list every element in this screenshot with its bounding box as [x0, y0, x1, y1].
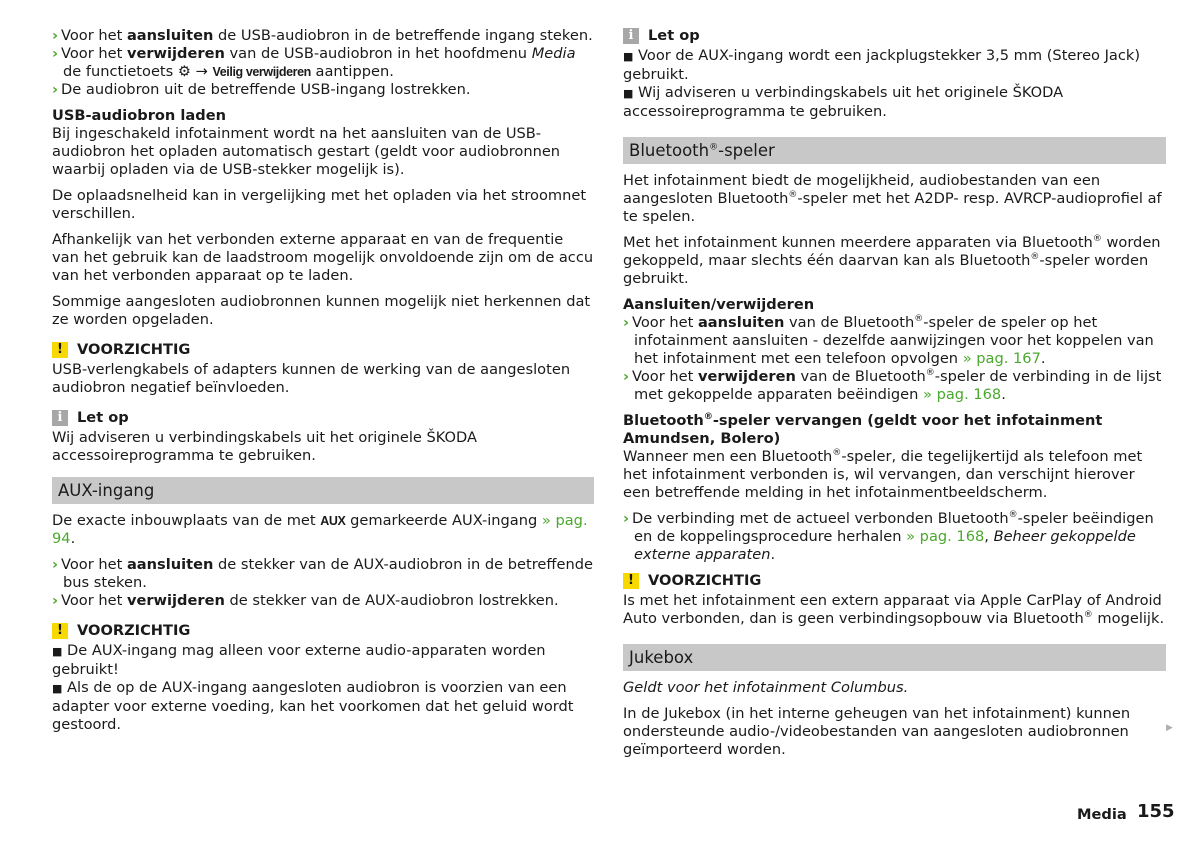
list-item: › Voor het aansluiten de USB-audiobron in de betreffende ingang steken. — [52, 27, 593, 44]
subheading: Bluetooth®-speler vervangen (geldt voor het infotainment Amundsen, Bolero) — [623, 412, 1103, 447]
list-item: › Voor het verwijderen de stekker van de AUX-audiobron lostrekken. — [52, 592, 559, 609]
caution-header: ! VOORZICHTIG — [52, 622, 594, 640]
gear-icon: ⚙ — [177, 63, 191, 80]
arrow-bullet-icon: › — [52, 592, 59, 609]
arrow-bullet-icon: › — [623, 314, 630, 331]
square-bullet-icon: ■ — [623, 50, 634, 63]
arrow-bullet-icon: › — [52, 45, 59, 62]
arrow-bullet-icon: › — [52, 81, 59, 98]
section-heading: AUX-ingang — [52, 477, 594, 504]
paragraph: De oplaadsnelheid kan in vergelijking met het opladen via het stroomnet verschillen. — [52, 187, 587, 222]
warning-icon: ! — [623, 573, 639, 589]
caution-text: ■ Als de op de AUX-ingang aangesloten audiobron is voorzien van een adapter voor externe voeding, kan het voorkomen dat het geluid wordt gestoord. — [52, 679, 574, 733]
caution-text: USB-verlengkabels of adapters kunnen de werking van de aangesloten audiobron negatief beïnvloeden. — [52, 361, 571, 396]
warning-icon: ! — [52, 342, 68, 358]
list-item: › Voor het aansluiten de stekker van de AUX-audiobron in de betreffende bus steken. — [52, 556, 593, 591]
caution-text: Is met het infotainment een extern apparaat via Apple CarPlay of Android Auto verbonden, dan is geen verbindingsopbouw via Bluetooth® mogelijk. — [623, 592, 1165, 627]
info-icon: i — [623, 28, 639, 44]
subheading: Aansluiten/verwijderen — [623, 296, 815, 313]
list-item: › De audiobron uit de betreffende USB-ingang lostrekken. — [52, 81, 471, 98]
note-text: Wij adviseren u verbindingskabels uit het originele ŠKODA accessoireprogramma te gebruiken. — [52, 429, 478, 464]
page-link[interactable]: » pag. 168 — [906, 528, 985, 545]
page-link[interactable]: » pag. 94 — [52, 512, 588, 547]
paragraph: Met het infotainment kunnen meerdere apparaten via Bluetooth® worden gekoppeld, maar slechts één daarvan kan als Bluetooth®-speler worden gebruikt. — [623, 234, 1161, 287]
page-link[interactable]: » pag. 167 — [962, 350, 1041, 367]
square-bullet-icon: ■ — [52, 682, 63, 695]
info-icon: i — [52, 410, 68, 426]
paragraph: De exacte inbouwplaats van de met AUX gemarkeerde AUX-ingang » pag. 94. — [52, 512, 588, 547]
caution-header: ! VOORZICHTIG — [52, 341, 594, 359]
arrow-bullet-icon: › — [52, 556, 59, 573]
right-column — [623, 27, 1166, 759]
note-header: i Let op — [623, 27, 1166, 45]
section-heading: Bluetooth®-speler — [623, 137, 1166, 164]
caution-text: ■ De AUX-ingang mag alleen voor externe audio-apparaten worden gebruikt! — [52, 642, 546, 678]
square-bullet-icon: ■ — [623, 87, 634, 100]
paragraph: In de Jukebox (in het interne geheugen van het infotainment) kunnen ondersteunde audio-/videobestanden van aangesloten audiobronnen geïmporteerd worden. — [623, 705, 1131, 758]
continue-icon: ▶ — [1166, 723, 1173, 733]
list-item: › Voor het verwijderen van de USB-audiobron in het hoofdmenu Media de functietoets ⚙ → Veilig verwijderen aantippen. — [52, 45, 576, 80]
paragraph: Bij ingeschakeld infotainment wordt na het aansluiten van de USB-audiobron het opladen automatisch gestart (geldt voor audiobronnen waarbij opladen via de USB-stekker mogelijk is). — [52, 125, 561, 178]
left-column — [52, 27, 594, 734]
footer-section-title: Media — [1077, 806, 1127, 823]
warning-icon: ! — [52, 623, 68, 639]
page-link[interactable]: » pag. 168 — [923, 386, 1002, 403]
paragraph: Afhankelijk van het verbonden externe apparaat en van de frequentie van het gebruik kan de laadstroom mogelijk onvoldoende zijn om de accu van het verbonden apparaat op te laden. — [52, 231, 594, 284]
menu-label: Veilig verwijderen — [212, 65, 311, 79]
square-bullet-icon: ■ — [52, 645, 63, 658]
note-text: ■ Wij adviseren u verbindingskabels uit het originele ŠKODA accessoireprogramma te gebruiken. — [623, 84, 1064, 120]
note-text: ■ Voor de AUX-ingang wordt een jackplugstekker 3,5 mm (Stereo Jack) gebruikt. — [623, 47, 1141, 83]
arrow-bullet-icon: › — [52, 27, 59, 44]
arrow-bullet-icon: › — [623, 368, 630, 385]
paragraph: Wanneer men een Bluetooth®-speler, die tegelijkertijd als telefoon met het infotainment verbonden is, wil vervangen, dan verschijnt hierover een betreffende melding in het infotainmentbeeldscherm. — [623, 448, 1143, 501]
aux-label: AUX — [320, 514, 346, 528]
paragraph: Geldt voor het infotainment Columbus. — [623, 679, 909, 696]
list-item: › Voor het aansluiten van de Bluetooth®-speler de speler op het infotainment aansluiten - dezelfde aanwijzingen voor het koppelen van het infotainment met een telefoon opvolgen » pag. 167. — [623, 314, 1154, 367]
page-number: 155 — [1137, 801, 1175, 822]
subheading: USB-audiobron laden — [52, 107, 226, 124]
section-heading: Jukebox — [623, 644, 1166, 671]
arrow-bullet-icon: › — [623, 510, 630, 527]
list-item: › Voor het verwijderen van de Bluetooth®-speler de verbinding in de lijst met gekoppelde apparaten beëindigen » pag. 168. — [623, 368, 1162, 403]
note-header: i Let op — [52, 409, 594, 427]
paragraph: Het infotainment biedt de mogelijkheid, audiobestanden van een aangesloten Bluetooth®-speler met het A2DP- resp. AVRCP-audioprofiel af te spelen. — [623, 172, 1162, 225]
paragraph: Sommige aangesloten audiobronnen kunnen mogelijk niet herkennen dat ze worden opgeladen. — [52, 293, 591, 328]
caution-header: ! VOORZICHTIG — [623, 572, 1166, 590]
list-item: › De verbinding met de actueel verbonden Bluetooth®-speler beëindigen en de koppelingsprocedure herhalen » pag. 168, Beheer gekoppelde externe apparaten. — [623, 510, 1154, 563]
